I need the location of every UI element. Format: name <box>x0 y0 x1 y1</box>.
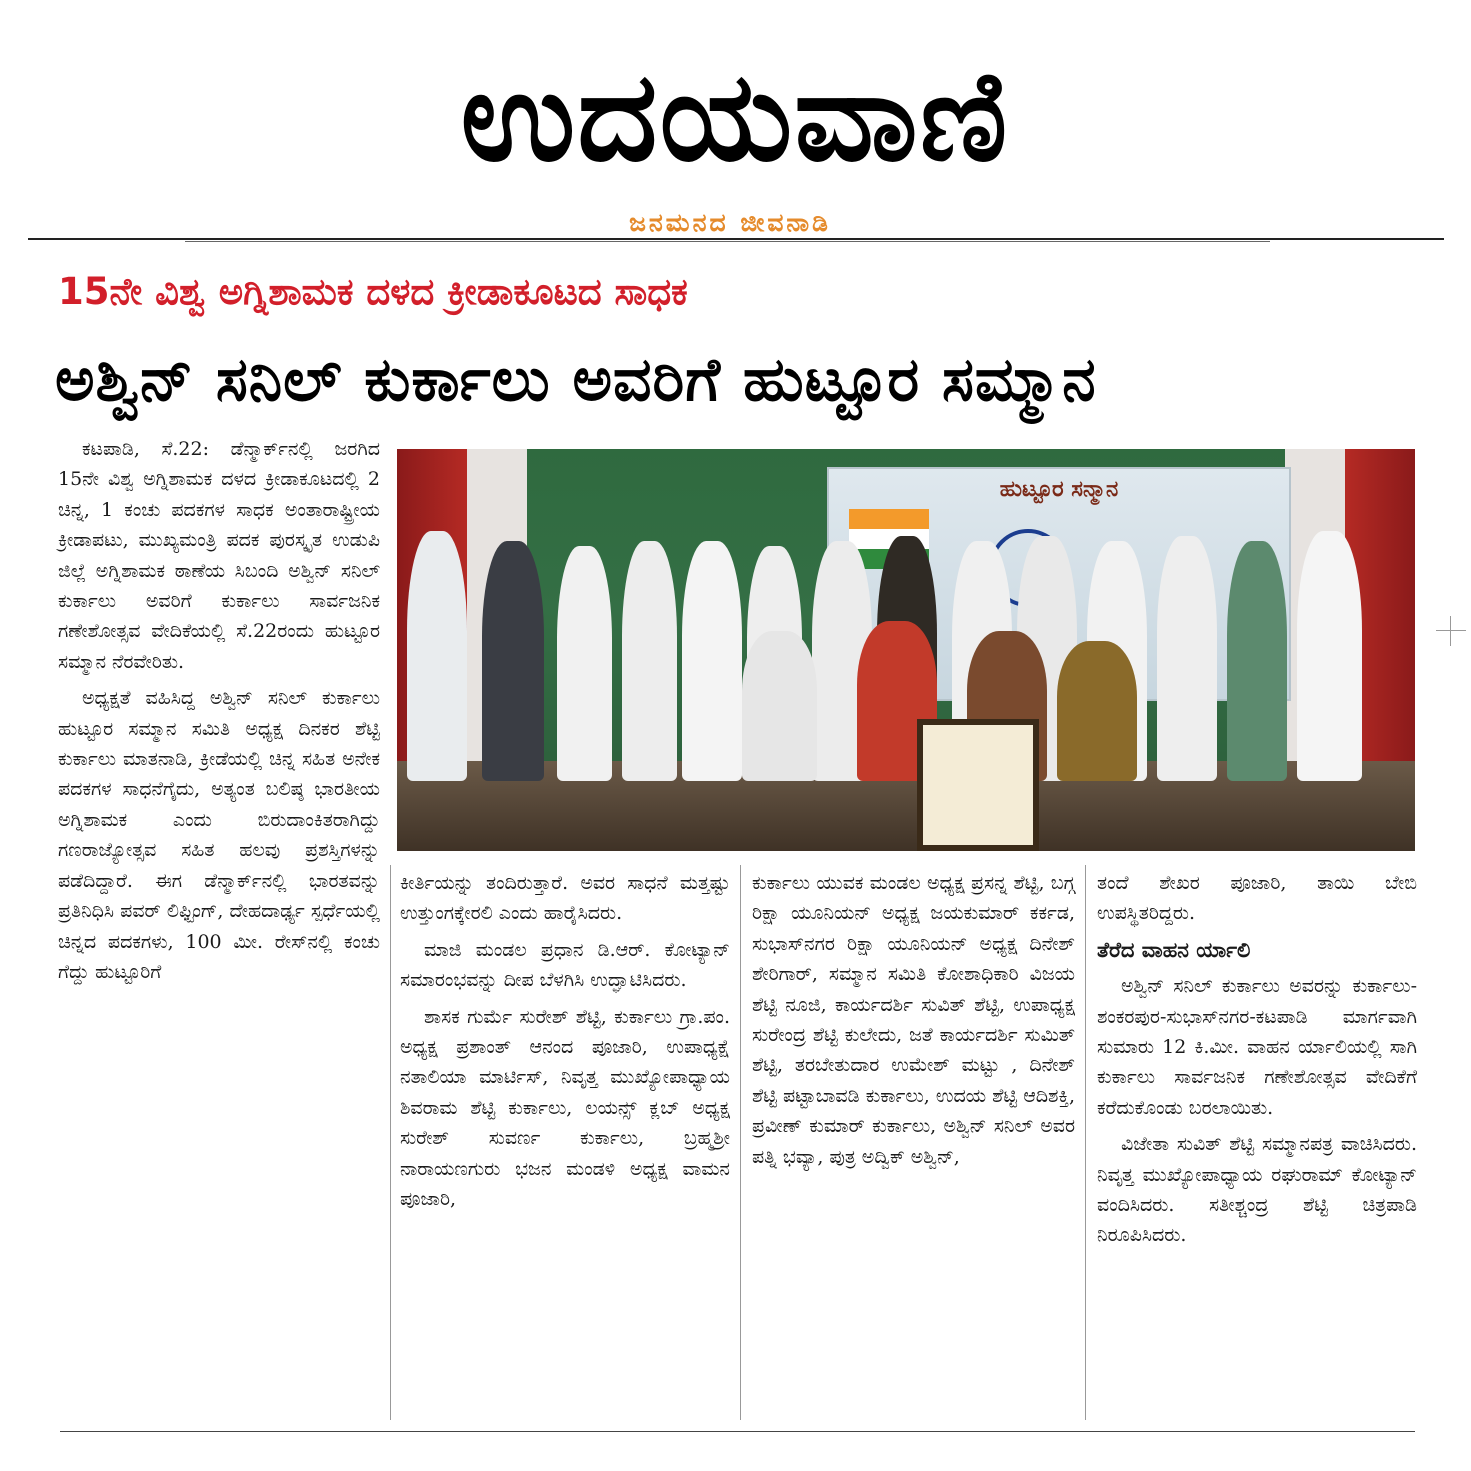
article-paragraph: ಮಾಜಿ ಮಂಡಲ ಪ್ರಧಾನ ಡಿ.ಆರ್. ಕೋಟ್ಯಾನ್ ಸಮಾರಂಭವನ್ನು ದೀಪ ಬೆಳಗಿಸಿ ಉದ್ಘಾಟಿಸಿದರು. <box>400 938 730 992</box>
seated-figure <box>1057 641 1137 781</box>
article-paragraph: ಅಶ್ವಿನ್ ಸನಿಲ್ ಕುರ್ಕಾಲು ಅವರನ್ನು ಕುರ್ಕಾಲು- ಶಂಕರಪುರ-ಸುಭಾಸ್‌ನಗರ-ಕಟಪಾಡಿ ಮಾರ್ಗವಾಗಿ ಸುಮಾರು 12 ಕಿ.ಮೀ. ವಾಹನ ರ್ಯಾಲಿಯಲ್ಲಿ ಸಾಗಿ ಕುರ್ಕಾಲು ಸಾರ್ವಜನಿಕ ಗಣೇಶೋತ್ಸವ ವೇದಿಕೆಗೆ ಕರೆದುಕೊಂಡು ಬರಲಾಯಿತು. <box>1097 975 1417 1119</box>
person-figure <box>1157 536 1217 781</box>
person-figure <box>482 541 544 781</box>
column-divider <box>390 865 391 1420</box>
masthead-tagline: ಜನಮನದ ಜೀವನಾಡಿ <box>629 208 831 237</box>
masthead-divider <box>28 238 1444 240</box>
article-kicker: 15ನೇ ವಿಶ್ವ ಅಗ್ನಿಶಾಮಕ ದಳದ ಕ್ರೀಡಾಕೂಟದ ಸಾಧಕ <box>58 270 688 313</box>
event-banner-title: ಹುಟ್ಟೂರ ಸನ್ಮಾನ <box>999 477 1119 502</box>
article-paragraph: ಕೀರ್ತಿಯನ್ನು ತಂದಿರುತ್ತಾರೆ. ಅವರ ಸಾಧನೆ ಮತ್ತಷ್ಟು ಉತ್ತುಂಗಕ್ಕೇರಲಿ ಎಂದು ಹಾರೈಸಿದರು. <box>400 872 730 925</box>
crop-mark-icon <box>1436 616 1466 646</box>
masthead-divider-inner <box>185 241 1270 242</box>
person-figure <box>1227 541 1287 781</box>
person-figure <box>407 531 467 781</box>
article-paragraph: ವಿಜೇತಾ ಸುವಿತ್ ಶೆಟ್ಟಿ ಸಮ್ಮಾನಪತ್ರ ವಾಚಿಸಿದರು. ನಿವೃತ್ತ ಮುಖ್ಯೋಪಾಧ್ಯಾಯ ರಘುರಾಮ್ ಕೋಟ್ಯಾನ್ ವಂದಿಸಿದರು. ಸತೀಶ್ಚಂದ್ರ ಶೆಟ್ಟಿ ಚಿತ್ರಪಾಡಿ ನಿರೂಪಿಸಿದರು. <box>1097 1133 1417 1247</box>
seated-figure <box>742 631 817 781</box>
person-figure <box>682 541 742 781</box>
newspaper-masthead: ಉದಯವಾಣಿ <box>460 44 1010 189</box>
article-paragraph: ಶಾಸಕ ಗುರ್ಮೆ ಸುರೇಶ್ ಶೆಟ್ಟಿ, ಕುರ್ಕಾಲು ಗ್ರಾ.ಪಂ. ಅಧ್ಯಕ್ಷ ಪ್ರಶಾಂತ್ ಆನಂದ ಪೂಜಾರಿ, ಉಪಾಧ್ಯಕ್ಷೆ ನತಾಲಿಯಾ ಮಾರ್ಟಿಸ್, ನಿವೃತ್ತ ಮುಖ್ಯೋಪಾಧ್ಯಾಯ ಶಿವರಾಮ ಶೆಟ್ಟಿ ಕುರ್ಕಾಲು, ಲಯನ್ಸ್ ಕ್ಲಬ್ ಅಧ್ಯಕ್ಷ ಸುರೇಶ್ ಸುವರ್ಣ ಕುರ್ಕಾಲು, ಬ್ರಹ್ಮಶ್ರೀ ನಾರಾಯಣಗುರು ಭಜನ ಮಂಡಳಿ ಅಧ್ಯಕ್ಷ ವಾಮನ ಪೂಜಾರಿ, <box>400 1005 730 1211</box>
person-figure <box>557 546 612 781</box>
article-column-1 <box>58 434 380 993</box>
article-photo <box>397 449 1415 851</box>
person-figure <box>622 541 677 781</box>
person-figure <box>1297 531 1362 781</box>
column-divider <box>1085 865 1086 1420</box>
article-paragraph: ಕಟಪಾಡಿ, ಸೆ.22: ಡೆನ್ಮಾರ್ಕ್‌ನಲ್ಲಿ ಜರಗಿದ 15ನೇ ವಿಶ್ವ ಅಗ್ನಿಶಾಮಕ ದಳದ ಕ್ರೀಡಾಕೂಟದಲ್ಲಿ 2 ಚಿನ್ನ, 1 ಕಂಚು ಪದಕಗಳ ಸಾಧಕ ಅಂತಾರಾಷ್ಟ್ರೀಯ ಕ್ರೀಡಾಪಟು, ಮುಖ್ಯಮಂತ್ರಿ ಪದಕ ಪುರಸ್ಕೃತ ಉಡುಪಿ ಜಿಲ್ಲೆ ಅಗ್ನಿಶಾಮಕ ಠಾಣೆಯ ಸಿಬಂದಿ ಅಶ್ವಿನ್ ಸನಿಲ್ ಕುರ್ಕಾಲು ಅವರಿಗೆ ಕುರ್ಕಾಲು ಸಾರ್ವಜನಿಕ ಗಣೇಶೋತ್ಸವ ವೇದಿಕೆಯಲ್ಲಿ ಸೆ.22ರಂದು ಹುಟ್ಟೂರ ಸಮ್ಮಾನ ನೆರವೇರಿತು. <box>58 438 380 673</box>
article-paragraph: ಅಧ್ಯಕ್ಷತೆ ವಹಿಸಿದ್ದ ಅಶ್ವಿನ್ ಸನಿಲ್ ಕುರ್ಕಾಲು ಹುಟ್ಟೂರ ಸಮ್ಮಾನ ಸಮಿತಿ ಅಧ್ಯಕ್ಷ ದಿನಕರ ಶೆಟ್ಟಿ ಕುರ್ಕಾಲು ಮಾತನಾಡಿ, ಕ್ರೀಡೆಯಲ್ಲಿ ಚಿನ್ನ ಸಹಿತ ಅನೇಕ ಪದಕಗಳ ಸಾಧನೆಗೈದು, ಅತ್ಯಂತ ಬಲಿಷ್ಠ ಭಾರತೀಯ ಅಗ್ನಿಶಾಮಕ ಎಂದು ಬಿರುದಾಂಕಿತರಾಗಿದ್ದು ಗಣರಾಜ್ಯೋತ್ಸವ ಸಹಿತ ಹಲವು ಪ್ರಶಸ್ತಿಗಳನ್ನು ಪಡೆದಿದ್ದಾರೆ. ಈಗ ಡೆನ್ಮಾರ್ಕ್‌ನಲ್ಲಿ ಭಾರತವನ್ನು ಪ್ರತಿನಿಧಿಸಿ ಪವರ್ ಲಿಫ್ಟಿಂಗ್, ದೇಹದಾರ್ಢ್ಯ ಸ್ಪರ್ಧೆಯಲ್ಲಿ ಚಿನ್ನದ ಪದಕಗಳು, 100 ಮೀ. ರೇಸ್‌ನಲ್ಲಿ ಕಂಚು ಗೆದ್ದು ಹುಟ್ಟೂರಿಗೆ <box>58 687 380 983</box>
column-divider <box>740 865 741 1420</box>
article-headline: ಅಶ್ವಿನ್ ಸನಿಲ್ ಕುರ್ಕಾಲು ಅವರಿಗೆ ಹುಟ್ಟೂರ ಸಮ್ಮಾನ <box>55 345 1097 415</box>
article-paragraph: ಕುರ್ಕಾಲು ಯುವಕ ಮಂಡಲ ಅಧ್ಯಕ್ಷ ಪ್ರಸನ್ನ ಶೆಟ್ಟಿ, ಬಗ್ಗ ರಿಕ್ಷಾ ಯೂನಿಯನ್ ಅಧ್ಯಕ್ಷ ಜಯಕುಮಾರ್ ಕರ್ಕಡ, ಸುಭಾಸ್‌ನಗರ ರಿಕ್ಷಾ ಯೂನಿಯನ್ ಅಧ್ಯಕ್ಷ ದಿನೇಶ್ ಶೇರಿಗಾರ್, ಸಮ್ಮಾನ ಸಮಿತಿ ಕೋಶಾಧಿಕಾರಿ ವಿಜಯ ಶೆಟ್ಟಿ ನೂಜಿ, ಕಾರ್ಯದರ್ಶಿ ಸುವಿತ್ ಶೆಟ್ಟಿ, ಉಪಾಧ್ಯಕ್ಷ ಸುರೇಂದ್ರ ಶೆಟ್ಟಿ ಕುಲೇದು, ಜತೆ ಕಾರ್ಯದರ್ಶಿ ಸುಮಿತ್ ಶೆಟ್ಟಿ, ತರಬೇತುದಾರ ಉಮೇಶ್ ಮಟ್ಟು , ದಿನೇಶ್ ಶೆಟ್ಟಿ ಪಟ್ಟಾಬಾವಡಿ ಕುರ್ಕಾಲು, ಉದಯ ಶೆಟ್ಟಿ ಆದಿಶಕ್ತಿ, ಪ್ರವೀಣ್ ಕುಮಾರ್ ಕುರ್ಕಾಲು, ಅಶ್ವಿನ್ ಸನಿಲ್ ಅವರ ಪತ್ನಿ ಭವ್ಯಾ, ಪುತ್ರ ಅದ್ವಿಕ್ ಅಶ್ವಿನ್, <box>752 872 1075 1168</box>
article-paragraph: ತಂದೆ ಶೇಖರ ಪೂಜಾರಿ, ತಾಯಿ ಬೇಬಿ ಉಪಸ್ಥಿತರಿದ್ದರು. <box>1097 872 1417 925</box>
page-bottom-divider <box>60 1431 1415 1432</box>
article-column-3 <box>752 868 1075 1178</box>
article-column-2 <box>400 868 730 1220</box>
article-column-4 <box>1097 868 1417 1257</box>
section-subheading: ತೆರೆದ ವಾಹನ ರ್ಯಾಲಿ <box>1097 937 1251 962</box>
honour-certificate-frame <box>917 719 1039 851</box>
